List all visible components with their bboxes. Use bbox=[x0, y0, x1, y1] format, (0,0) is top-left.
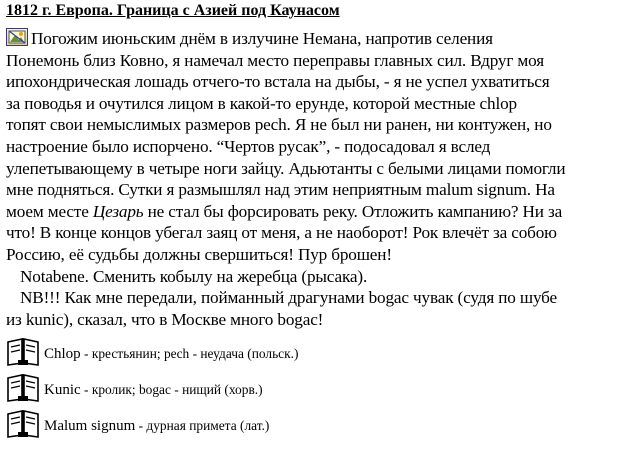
note-term: Malum signum bbox=[44, 418, 136, 434]
text-line: улепетывающему в четыре ноги зайцу. Адьютанты с белыми лицами помогли bbox=[6, 158, 566, 178]
text-line: ипохондрическая лошадь отчего-то встала на дыбы, - я не успел ухватиться bbox=[6, 72, 550, 92]
nb-line: из kunic), сказал, что в Москве много bogac! bbox=[6, 309, 324, 329]
footnote-item bbox=[6, 336, 406, 372]
footnotes bbox=[6, 336, 406, 444]
text-line: Погожим июньским днём в излучине Немана, напротив селения bbox=[6, 28, 636, 50]
text-line: топят свои немыслимых размеров pech. Я не был ни ранен, ни контужен, но bbox=[6, 115, 552, 135]
text-line: Понемонь близ Ковно, я намечал место переправы главных сил. Вдруг моя bbox=[6, 50, 545, 70]
footnote-item bbox=[6, 408, 406, 444]
caesar-italic: Цезарь bbox=[92, 201, 144, 221]
note-definition: - кролик; bogac - нищий (хорв.) bbox=[80, 382, 263, 397]
picture-icon bbox=[6, 28, 28, 46]
note-definition: - дурная примета (лат.) bbox=[135, 418, 270, 433]
text-line: моем месте Цезарь не стал бы форсировать реку. Отложить кампанию? Ни за bbox=[6, 201, 563, 221]
notabene-line: Notabene. Сменить кобылу на жеребца (рысака). bbox=[20, 266, 368, 286]
book-icon bbox=[6, 408, 40, 443]
nb-line: NB!!! Как мне передали, пойманный драгунами bogac чувак (судя по шубе bbox=[20, 288, 558, 308]
book-icon bbox=[6, 372, 40, 407]
text-line: за поводья и очутился лицом в какой-то ерунде, которой местные chlop bbox=[6, 93, 517, 113]
page-title: 1812 г. Европа. Граница с Азией под Каунасом bbox=[6, 2, 340, 19]
note-term: Kunic bbox=[44, 382, 81, 398]
text-line: что! В конце концов убегал заяц от меня, а не наоборот! Рок влечёт за собою bbox=[6, 223, 557, 243]
text-line: Россию, её судьбы должны свершиться! Пур брошен! bbox=[6, 244, 392, 264]
story-text bbox=[6, 28, 636, 330]
footnote-item bbox=[6, 372, 406, 408]
note-term: Chlop bbox=[44, 346, 81, 362]
book-icon bbox=[6, 336, 40, 371]
text-line: настроение было испорчено. “Чертов русак”, - подосадовал я вслед bbox=[6, 136, 491, 156]
note-definition: - крестьянин; pech - неудача (польск.) bbox=[80, 346, 299, 361]
text-line: мне подняться. Сутки я размышлял над этим неприятным malum signum. На bbox=[6, 180, 555, 200]
